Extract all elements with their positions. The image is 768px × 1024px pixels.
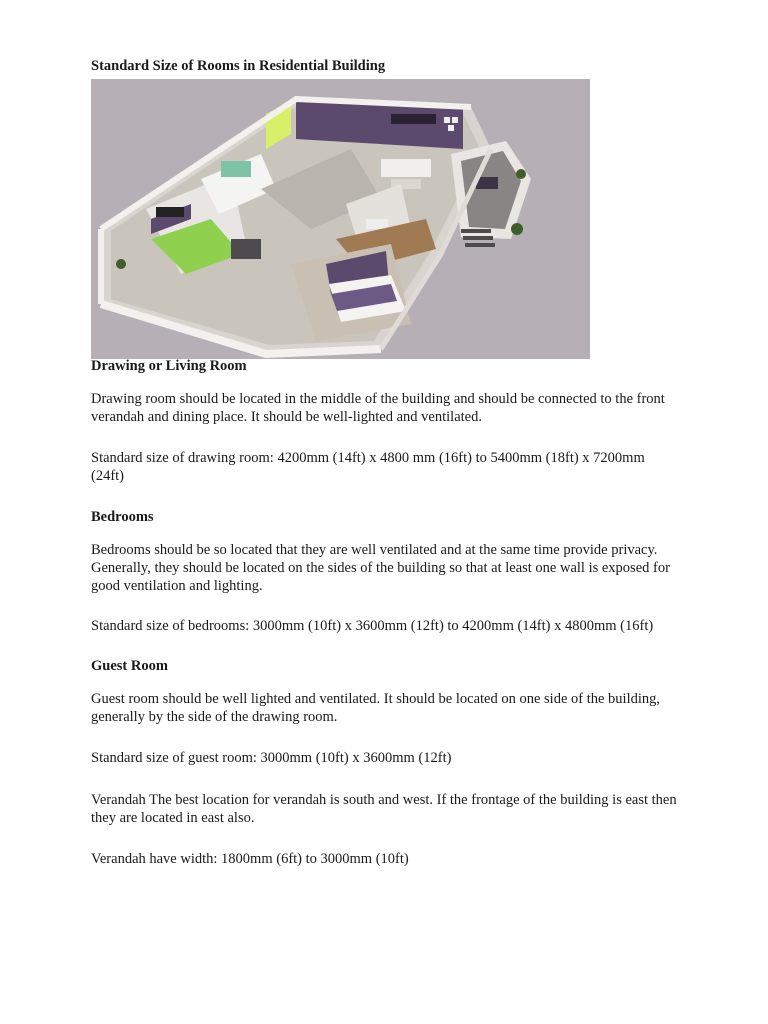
paragraph: Bedrooms should be so located that they are well ventilated and at the same time provide privacy. Generally, they should be located on the sides of the building so that at least one wall is exposed for good ventilation and lighting. [91,542,670,594]
section-heading-living-room: Drawing or Living Room [91,358,247,374]
floor-plan-illustration [91,79,590,359]
document-title: Standard Size of Rooms in Residential Building [91,58,386,74]
floor-plan-image [91,79,590,359]
paragraph: Standard size of guest room: 3000mm (10ft) x 3600mm (12ft) [91,750,452,766]
section-heading-bedrooms: Bedrooms [91,509,154,525]
paragraph: Standard size of drawing room: 4200mm (14ft) x 4800 mm (16ft) to 5400mm (18ft) x 7200mm (24ft) [91,450,645,484]
paragraph: Verandah have width: 1800mm (6ft) to 3000mm (10ft) [91,851,409,867]
paragraph: Drawing room should be located in the middle of the building and should be connected to the front verandah and dining place. It should be well-lighted and ventilated. [91,391,665,425]
section-heading-guest-room: Guest Room [91,658,168,674]
paragraph: Standard size of bedrooms: 3000mm (10ft) x 3600mm (12ft) to 4200mm (14ft) x 4800mm (16ft) [91,618,654,634]
paragraph: Guest room should be well lighted and ventilated. It should be located on one side of the building, generally by the side of the drawing room. [91,691,661,725]
paragraph: Verandah The best location for verandah is south and west. If the frontage of the building is east then they are located in east also. [91,792,677,826]
